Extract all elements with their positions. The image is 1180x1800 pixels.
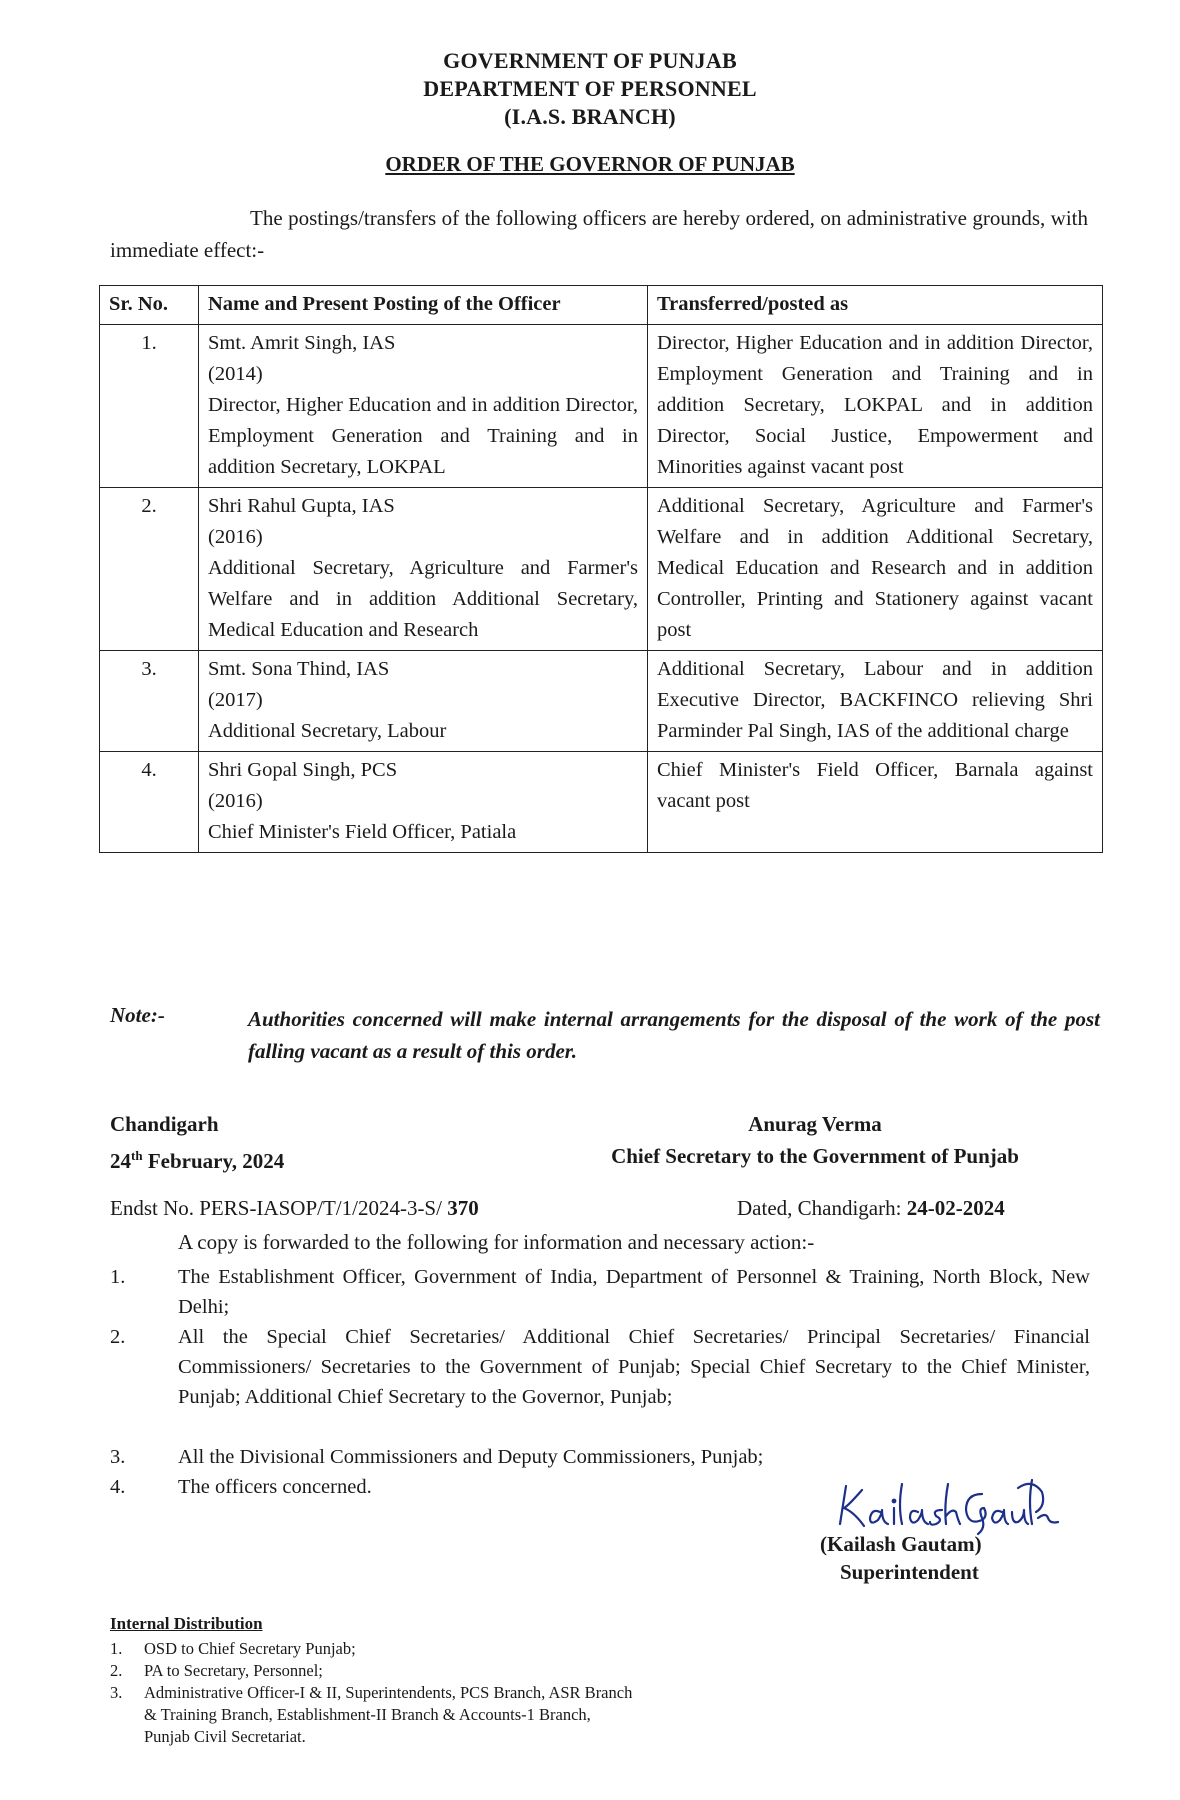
- date-rest: February, 2024: [142, 1149, 285, 1173]
- copy-to-text: The officers concerned.: [178, 1476, 372, 1498]
- copy-to-text: All the Special Chief Secretaries/ Additional Chief Secretaries/ Principal Secretaries/ Financial Commissioners/ Secretaries to the Government of Punjab; Special Chief Secretary to the Chief Minister, Punjab; Additional Chief Secretary to the Governor, Punjab;: [178, 1326, 1090, 1408]
- internal-item-number: 1.: [110, 1639, 123, 1658]
- header-name-posting: Name and Present Posting of the Officer: [199, 286, 648, 325]
- officer-present-posting: Chief Minister's Field Officer, Patiala: [208, 821, 517, 843]
- copy-to-number: 2.: [110, 1326, 126, 1348]
- signatory-designation: Chief Secretary to the Government of Punjab: [611, 1144, 1019, 1168]
- officer-present-posting: Additional Secretary, Agriculture and Farmer's Welfare and in addition Additional Secretary, Medical Education and Research: [208, 557, 638, 641]
- internal-distribution-item: [110, 1638, 710, 1660]
- dated-value: 24-02-2024: [906, 1196, 1005, 1220]
- table-row: [100, 752, 1103, 853]
- header-transferred: Transferred/posted as: [648, 286, 1103, 325]
- row-transferred: Additional Secretary, Labour and in addition Executive Director, BACKFINCO relieving Shri Parminder Pal Singh, IAS of the additional charge: [648, 651, 1103, 752]
- handwritten-signature: [832, 1472, 1062, 1538]
- place-date-block: [110, 1108, 284, 1177]
- internal-distribution-item: [110, 1660, 710, 1682]
- copy-to-item: [110, 1262, 1090, 1322]
- row-present-posting: [199, 651, 648, 752]
- copy-to-number: 1.: [110, 1266, 126, 1288]
- copy-to-number: 3.: [110, 1446, 126, 1468]
- header-government: GOVERNMENT OF PUNJAB: [443, 48, 737, 73]
- internal-item-text: PA to Secretary, Personnel;: [144, 1661, 323, 1680]
- officer-present-posting: Director, Higher Education and in addition Director, Employment Generation and Training and in addition Secretary, LOKPAL: [208, 394, 638, 478]
- internal-distribution-title: Internal Distribution: [110, 1614, 263, 1633]
- row-sr: 3.: [100, 651, 199, 752]
- endorsement-number: [110, 1196, 479, 1221]
- copy-to-text: The Establishment Officer, Government of India, Department of Personnel & Training, North Block, New Delhi;: [178, 1266, 1090, 1318]
- endst-label: Endst No.: [110, 1196, 194, 1220]
- order-title: ORDER OF THE GOVERNOR OF PUNJAB: [385, 152, 795, 176]
- header-sr-no: Sr. No.: [100, 286, 199, 325]
- officer-name: Smt. Sona Thind, IAS: [208, 658, 390, 680]
- place: Chandigarh: [110, 1112, 219, 1136]
- copy-to-item: [110, 1442, 1090, 1472]
- officer-name: Smt. Amrit Singh, IAS: [208, 332, 396, 354]
- table-row: [100, 488, 1103, 651]
- officer-name: Shri Rahul Gupta, IAS: [208, 495, 395, 517]
- officer-batch: (2016): [208, 526, 263, 548]
- row-present-posting: [199, 752, 648, 853]
- dated-label: Dated, Chandigarh:: [737, 1196, 902, 1220]
- signatory-block: [560, 1108, 1070, 1172]
- officer-batch: (2017): [208, 689, 263, 711]
- row-sr: 4.: [100, 752, 199, 853]
- officer-batch: (2014): [208, 363, 263, 385]
- endst-number-bold: 370: [447, 1196, 479, 1220]
- row-transferred: Additional Secretary, Agriculture and Farmer's Welfare and in addition Additional Secretary, Medical Education and Research and in addition Controller, Printing and Stationery against vacant post: [648, 488, 1103, 651]
- postings-table: [99, 285, 1103, 853]
- copy-to-item: [110, 1322, 1090, 1412]
- row-present-posting: [199, 488, 648, 651]
- signer-name: (Kailash Gautam): [820, 1532, 982, 1556]
- date-suffix: th: [131, 1148, 143, 1163]
- header-branch: (I.A.S. BRANCH): [504, 104, 676, 129]
- table-row: [100, 325, 1103, 488]
- internal-distribution-item: [110, 1682, 640, 1748]
- endst-number: PERS-IASOP/T/1/2024-3-S/: [199, 1196, 442, 1220]
- table-header-row: [100, 286, 1103, 325]
- intro-paragraph: [110, 202, 1088, 266]
- officer-name: Shri Gopal Singh, PCS: [208, 759, 398, 781]
- endorsement-dated: [737, 1196, 1005, 1221]
- table-row: [100, 651, 1103, 752]
- date-day: 24: [110, 1149, 131, 1173]
- internal-item-text: Administrative Officer-I & II, Superintendents, PCS Branch, ASR Branch & Training Branch, Establishment-II Branch & Accounts-1 Branch, Punjab Civil Secretariat.: [144, 1683, 633, 1746]
- row-sr: 1.: [100, 325, 199, 488]
- note-label: Note:-: [110, 1003, 165, 1027]
- intro-text: The postings/transfers of the following officers are hereby ordered, on administrative grounds, with immediate effect:-: [110, 206, 1088, 262]
- row-transferred: Director, Higher Education and in addition Director, Employment Generation and Training and in addition Secretary, LOKPAL and in addition Director, Social Justice, Empowerment and Minorities against vacant post: [648, 325, 1103, 488]
- row-sr: 2.: [100, 488, 199, 651]
- header-department: DEPARTMENT OF PERSONNEL: [423, 76, 757, 101]
- copy-to-number: 4.: [110, 1476, 126, 1498]
- forward-text: A copy is forwarded to the following for information and necessary action:-: [178, 1230, 815, 1254]
- row-present-posting: [199, 325, 648, 488]
- internal-item-number: 3.: [110, 1683, 123, 1702]
- signatory-name: Anurag Verma: [748, 1112, 882, 1136]
- officer-present-posting: Additional Secretary, Labour: [208, 720, 447, 742]
- signer-designation: Superintendent: [840, 1560, 979, 1584]
- internal-item-number: 2.: [110, 1661, 123, 1680]
- order-date: [110, 1140, 284, 1177]
- note-text: Authorities concerned will make internal arrangements for the disposal of the work of the post falling vacant as a result of this order.: [248, 1007, 1100, 1063]
- internal-item-text: OSD to Chief Secretary Punjab;: [144, 1639, 356, 1658]
- row-transferred: Chief Minister's Field Officer, Barnala against vacant post: [648, 752, 1103, 853]
- officer-batch: (2016): [208, 790, 263, 812]
- copy-to-text: All the Divisional Commissioners and Deputy Commissioners, Punjab;: [178, 1446, 764, 1468]
